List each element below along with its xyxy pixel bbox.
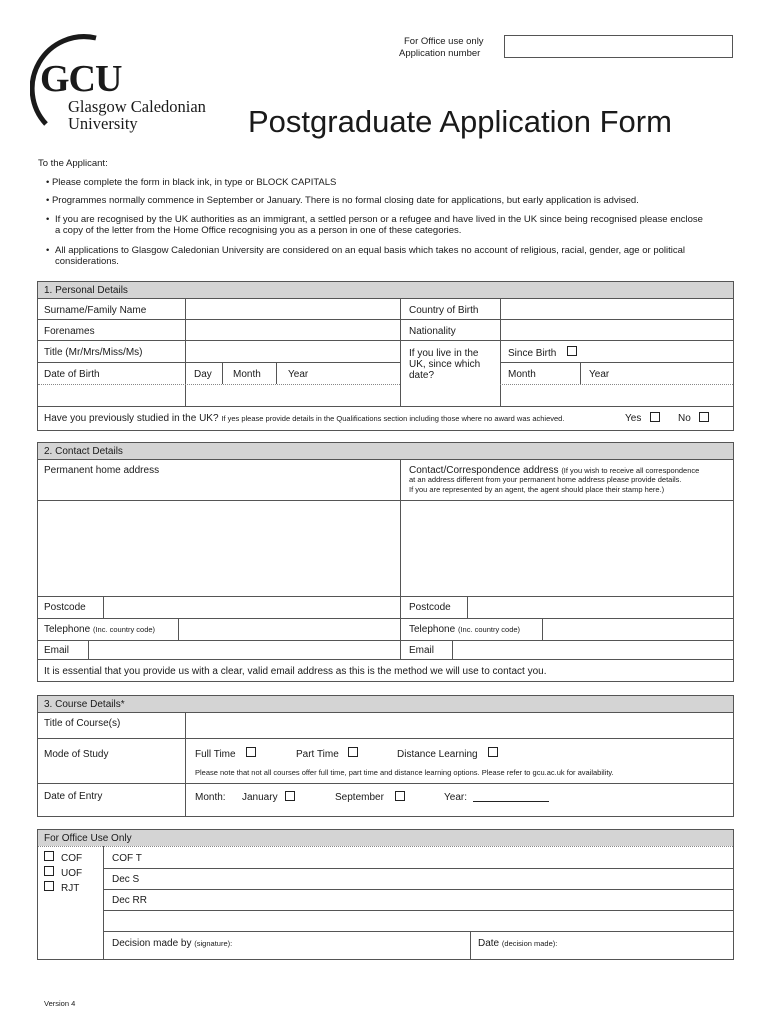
office-use-label: For Office use only <box>404 36 484 47</box>
entry-year-label: Year: <box>444 792 467 803</box>
contact-details-heading: 2. Contact Details <box>44 446 123 457</box>
corr-postcode-label: Postcode <box>409 602 451 613</box>
distance-learning-checkbox[interactable] <box>488 747 498 757</box>
course-title-label: Title of Course(s) <box>44 718 121 729</box>
personal-details-header-bar <box>38 282 733 298</box>
dec-rr-label: Dec RR <box>112 895 148 906</box>
gcu-logo-line2: University <box>68 114 138 133</box>
intro-bullet-1: • Please complete the form in black ink, in type or BLOCK CAPITALS <box>46 177 337 188</box>
uk-since-month-label: Month <box>508 369 536 380</box>
decision-by-label: Decision made by (signature): <box>112 938 233 949</box>
course-details-heading: 3. Course Details* <box>44 699 125 710</box>
mode-of-study-label: Mode of Study <box>44 749 109 760</box>
september-label: September <box>335 792 384 803</box>
intro-bullet-3: • If you are recognised by the UK authorities as an immigrant, a settled person or a refugee and have lived in the UK since being recognised please enclose a copy of the letter from the Home Office recognising you as a person in one of these categories. <box>46 214 703 237</box>
title-label: Title (Mr/Mrs/Miss/Ms) <box>44 347 143 358</box>
rjt-label: RJT <box>61 883 80 894</box>
full-time-checkbox[interactable] <box>246 747 256 757</box>
part-time-label: Part Time <box>296 749 339 760</box>
corr-telephone-field[interactable] <box>543 619 733 640</box>
uof-label: UOF <box>61 868 83 879</box>
version-label: Version 4 <box>44 999 76 1008</box>
uk-since-year-label: Year <box>589 369 610 380</box>
date-of-entry-label: Date of Entry <box>44 791 103 802</box>
studied-yes-checkbox[interactable] <box>650 412 660 422</box>
cof-label: COF <box>61 853 83 864</box>
gcu-logo <box>30 32 230 137</box>
full-time-label: Full Time <box>195 749 236 760</box>
january-checkbox[interactable] <box>285 791 295 801</box>
dob-label: Date of Birth <box>44 369 100 380</box>
live-in-uk-line1: If you live in the <box>409 348 479 359</box>
cof-checkbox[interactable] <box>44 851 54 861</box>
september-checkbox[interactable] <box>395 791 405 801</box>
home-email-field[interactable] <box>89 641 400 659</box>
gcu-logo-mark: GCU <box>40 58 122 100</box>
home-address-label: Permanent home address <box>44 465 160 476</box>
studied-no-checkbox[interactable] <box>699 412 709 422</box>
home-telephone-field[interactable] <box>179 619 400 640</box>
office-use-heading: For Office Use Only <box>44 833 132 844</box>
title-field[interactable] <box>186 341 400 362</box>
part-time-checkbox[interactable] <box>348 747 358 757</box>
forenames-label: Forenames <box>44 326 95 337</box>
uof-checkbox[interactable] <box>44 866 54 876</box>
page-title: Postgraduate Application Form <box>248 104 672 139</box>
decision-date-label: Date (decision made): <box>478 938 558 949</box>
corr-address-label: Contact/Correspondence address (If you wish to receive all correspondence <box>409 465 700 476</box>
since-birth-label: Since Birth <box>508 348 557 359</box>
forenames-field[interactable] <box>186 320 400 340</box>
dec-s-label: Dec S <box>112 874 140 885</box>
rjt-checkbox[interactable] <box>44 881 54 891</box>
home-telephone-label: Telephone (Inc. country code) <box>44 624 156 635</box>
entry-year-field[interactable] <box>473 788 549 802</box>
mode-of-study-note: Please note that not all courses offer full time, part time and distance learning options. Please refer to gcu.ac.uk for availability. <box>195 768 614 777</box>
country-of-birth-label: Country of Birth <box>409 305 479 316</box>
entry-month-label: Month: <box>195 792 226 803</box>
surname-label: Surname/Family Name <box>44 305 147 316</box>
studied-yes-label: Yes <box>625 413 642 424</box>
studied-uk-question: Have you previously studied in the UK? If yes please provide details in the Qualifications section including those where no award was achieved. <box>44 413 565 424</box>
country-of-birth-field[interactable] <box>501 299 733 319</box>
cof-t-label: COF T <box>112 853 142 864</box>
distance-learning-label: Distance Learning <box>397 749 478 760</box>
home-postcode-label: Postcode <box>44 602 86 613</box>
corr-email-label: Email <box>409 645 435 656</box>
january-label: January <box>242 792 278 803</box>
corr-postcode-field[interactable] <box>468 597 733 618</box>
personal-details-heading: 1. Personal Details <box>44 285 128 296</box>
corr-address-note3: If you are represented by an agent, the agent should place their stamp here.) <box>409 485 665 494</box>
nationality-field[interactable] <box>501 320 733 340</box>
home-postcode-field[interactable] <box>104 597 400 618</box>
nationality-label: Nationality <box>409 326 456 337</box>
live-in-uk-line2: UK, since which <box>409 359 481 370</box>
studied-no-label: No <box>678 413 691 424</box>
gcu-logo-line1: Glasgow Caledonian <box>68 97 206 116</box>
course-title-field[interactable] <box>186 713 733 738</box>
application-number-label: Application number <box>399 48 481 59</box>
intro-bullet-2: • Programmes normally commence in September or January. There is no formal closing date for applications, but early application is advised. <box>46 195 639 206</box>
application-number-field[interactable] <box>504 35 733 58</box>
live-in-uk-line3: date? <box>409 370 435 381</box>
dob-month-label: Month <box>233 369 261 380</box>
dob-year-label: Year <box>288 369 309 380</box>
intro-bullet-4: • All applications to Glasgow Caledonian University are considered on an equal basis which takes no account of religious, racial, gender, age or political considerations. <box>46 245 686 268</box>
email-notice: It is essential that you provide us with a clear, valid email address as this is the method we will use to contact you. <box>44 666 547 677</box>
corr-address-note2: at an address different from your permanent home address please provide details. <box>409 475 682 484</box>
dob-day-label: Day <box>194 369 212 380</box>
corr-telephone-label: Telephone (Inc. country code) <box>409 624 521 635</box>
intro-heading: To the Applicant: <box>38 158 108 169</box>
corr-address-field[interactable] <box>401 501 733 596</box>
home-email-label: Email <box>44 645 70 656</box>
corr-email-field[interactable] <box>453 641 733 659</box>
surname-field[interactable] <box>186 299 400 319</box>
since-birth-checkbox[interactable] <box>567 346 577 356</box>
home-address-field[interactable] <box>38 501 400 596</box>
